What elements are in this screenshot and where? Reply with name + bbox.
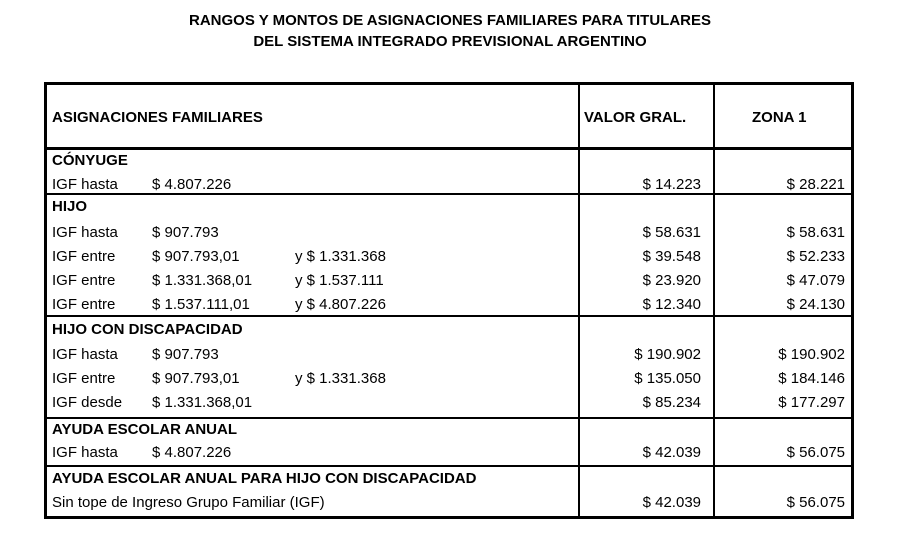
- header-zona-1: ZONA 1: [752, 109, 807, 126]
- section-separator: [47, 315, 851, 317]
- row-upper-bound: y $ 1.331.368: [295, 248, 386, 265]
- section-separator: [47, 193, 851, 195]
- row-prefix: IGF hasta: [52, 346, 118, 363]
- row-prefix: IGF entre: [52, 370, 116, 387]
- row-range: $ 1.537.111,01: [152, 296, 250, 313]
- row-prefix: IGF entre: [52, 296, 116, 313]
- row-prefix: IGF hasta: [52, 444, 118, 461]
- row-range: $ 4.807.226: [152, 444, 232, 461]
- header-asignaciones: ASIGNACIONES FAMILIARES: [52, 109, 263, 126]
- section-separator: [47, 417, 851, 419]
- valor-general-cell: $ 85.234: [642, 394, 701, 411]
- row-prefix: IGF entre: [52, 248, 116, 265]
- row-prefix: IGF hasta: [52, 224, 118, 241]
- valor-general-cell: $ 39.548: [642, 248, 701, 265]
- zona1-cell: $ 47.079: [786, 272, 845, 289]
- header-separator: [47, 147, 851, 150]
- page-title-line1: RANGOS Y MONTOS DE ASIGNACIONES FAMILIARES PARA TITULARES: [189, 12, 711, 29]
- row-range: $ 1.331.368,01: [152, 394, 253, 411]
- row-range: $ 907.793,01: [152, 370, 240, 387]
- zona1-cell: $ 52.233: [786, 248, 845, 265]
- zona1-cell: $ 177.297: [778, 394, 845, 411]
- row-label: Sin tope de Ingreso Grupo Familiar (IGF): [52, 494, 325, 511]
- section-title-conyuge: CÓNYUGE: [52, 152, 128, 169]
- row-range: $ 907.793: [152, 224, 219, 241]
- row-prefix: IGF entre: [52, 272, 116, 289]
- section-title-ayuda-escolar-discapacidad: AYUDA ESCOLAR ANUAL PARA HIJO CON DISCAPACIDAD: [52, 470, 477, 487]
- section-separator: [47, 465, 851, 467]
- row-range: $ 907.793,01: [152, 248, 240, 265]
- zona1-cell: $ 56.075: [786, 494, 845, 511]
- valor-general-cell: $ 23.920: [642, 272, 701, 289]
- zona1-cell: $ 56.075: [786, 444, 845, 461]
- zona1-cell: $ 190.902: [778, 346, 845, 363]
- section-title-hijo-discapacidad: HIJO CON DISCAPACIDAD: [52, 321, 243, 338]
- valor-general-cell: $ 14.223: [642, 176, 701, 193]
- valor-general-cell: $ 58.631: [642, 224, 701, 241]
- row-prefix: IGF desde: [52, 394, 123, 411]
- row-range: $ 907.793: [152, 346, 219, 363]
- section-title-hijo: HIJO: [52, 198, 88, 215]
- page-title-line2: DEL SISTEMA INTEGRADO PREVISIONAL ARGENTINO: [253, 33, 647, 50]
- row-upper-bound: y $ 4.807.226: [295, 296, 386, 313]
- row-prefix: IGF hasta: [52, 176, 118, 193]
- row-upper-bound: y $ 1.331.368: [295, 370, 386, 387]
- zona1-cell: $ 58.631: [786, 224, 845, 241]
- zona1-cell: $ 28.221: [786, 176, 845, 193]
- allowances-table: [44, 82, 854, 519]
- row-upper-bound: y $ 1.537.111: [295, 272, 384, 289]
- valor-general-cell: $ 190.902: [634, 346, 701, 363]
- row-range: $ 1.331.368,01: [152, 272, 253, 289]
- section-title-ayuda-escolar: AYUDA ESCOLAR ANUAL: [52, 421, 238, 438]
- valor-general-cell: $ 42.039: [642, 494, 701, 511]
- header-valor-general: VALOR GRAL.: [584, 109, 687, 126]
- zona1-cell: $ 184.146: [778, 370, 845, 387]
- valor-general-cell: $ 12.340: [642, 296, 701, 313]
- zona1-cell: $ 24.130: [786, 296, 845, 313]
- valor-general-cell: $ 42.039: [642, 444, 701, 461]
- valor-general-cell: $ 135.050: [634, 370, 701, 387]
- row-range: $ 4.807.226: [152, 176, 232, 193]
